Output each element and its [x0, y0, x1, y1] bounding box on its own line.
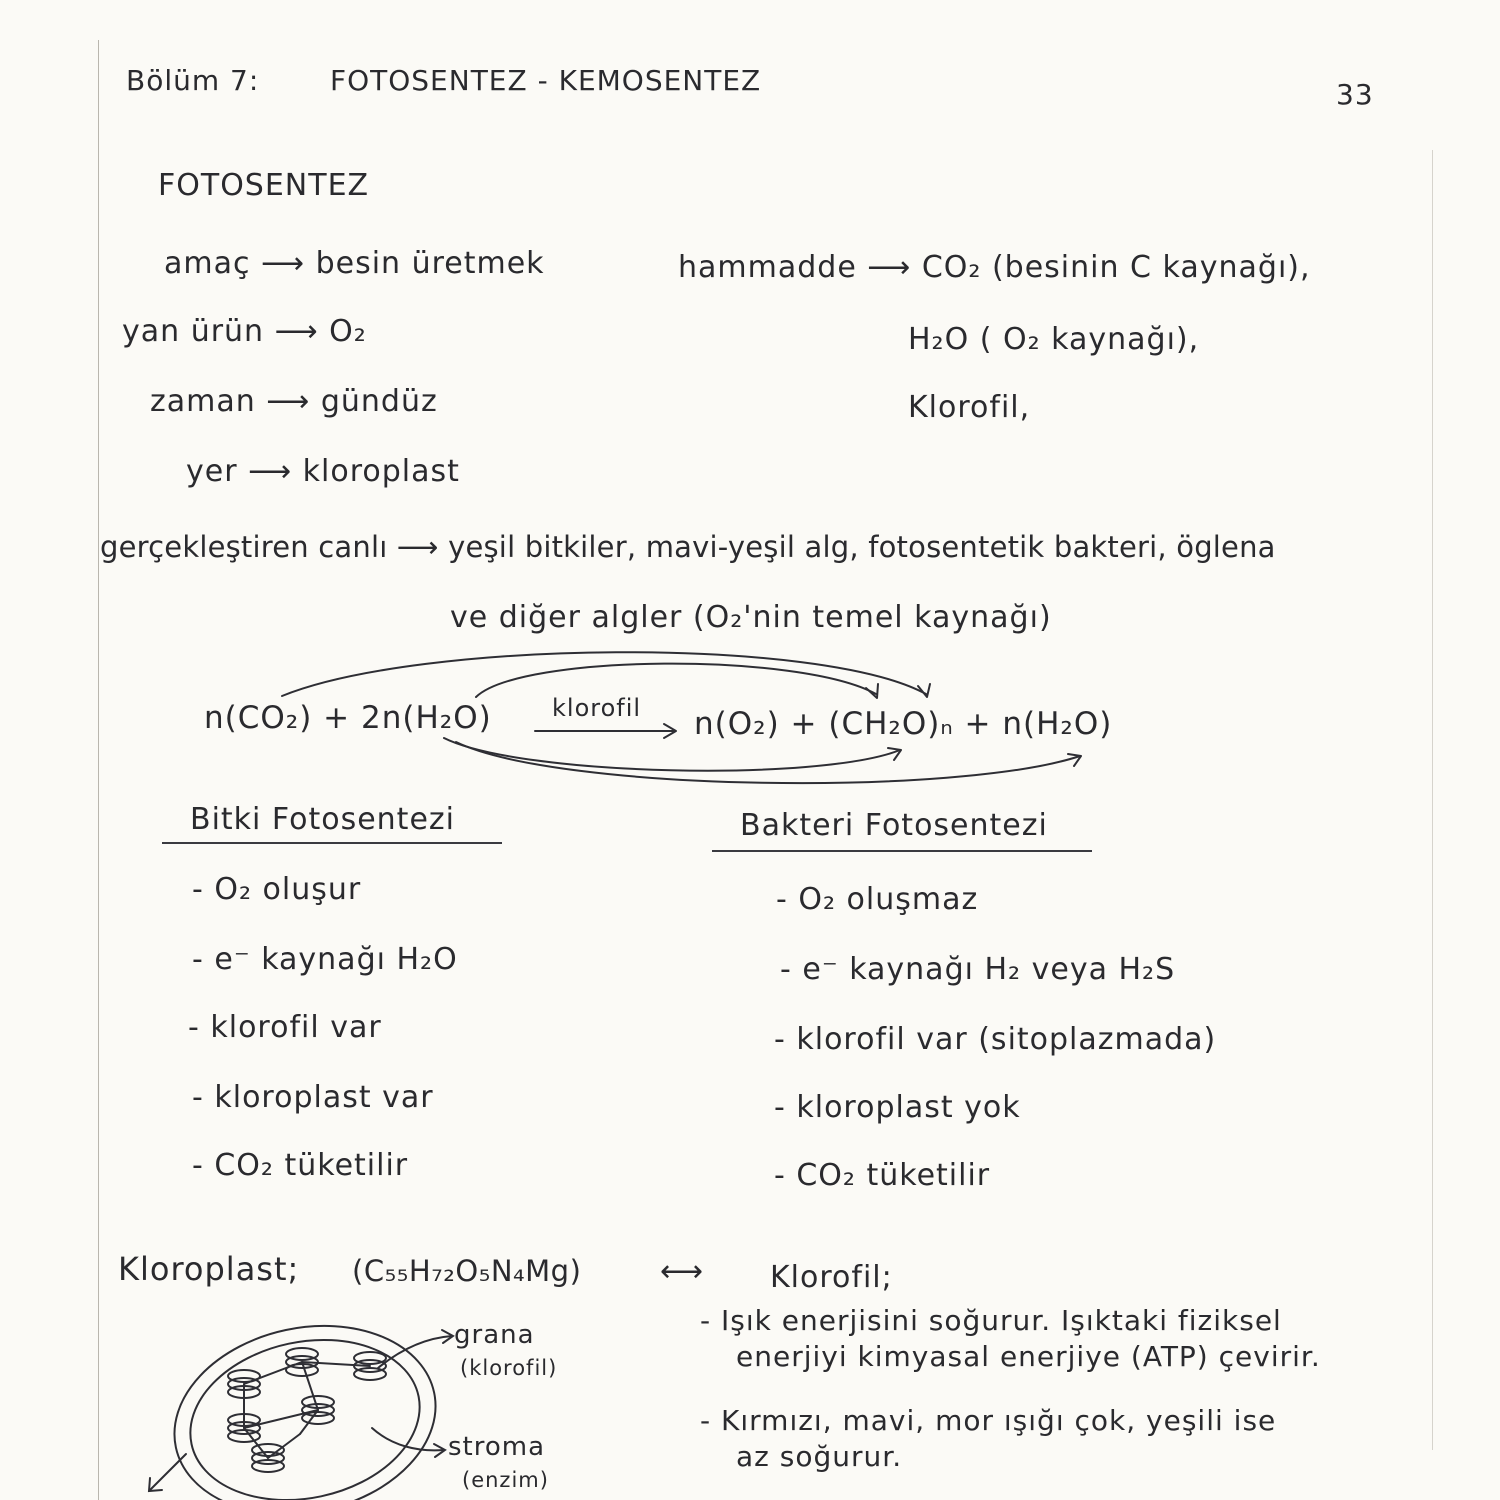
membrane-pointer [150, 1454, 186, 1490]
byproduct-line: yan ürün ⟶ O₂ [122, 314, 367, 349]
equation-right: n(O₂) + (CH₂O)ₙ + n(H₂O) [694, 706, 1113, 742]
chlorophyll-note: az soğurur. [736, 1440, 903, 1473]
chlorophyll-note: - Işık enerjisini soğurur. Işıktaki fiziksel [700, 1304, 1282, 1337]
raw-materials-water: H₂O ( O₂ kaynağı), [908, 322, 1200, 357]
plant-item: - klorofil var [188, 1010, 382, 1045]
bacteria-item: - CO₂ tüketilir [774, 1158, 991, 1193]
raw-materials-chlorophyll: Klorofil, [908, 390, 1031, 425]
chapter-label: Bölüm 7: [126, 64, 260, 97]
grana-label: grana [454, 1320, 535, 1350]
plant-item: - O₂ oluşur [192, 872, 362, 907]
chapter-title: FOTOSENTEZ - KEMOSENTEZ [330, 64, 762, 97]
plant-item: - e⁻ kaynağı H₂O [192, 942, 458, 977]
bacteria-item: - klorofil var (sitoplazmada) [774, 1022, 1217, 1057]
plant-item: - kloroplast var [192, 1080, 434, 1115]
plant-item: - CO₂ tüketilir [192, 1148, 409, 1183]
place-line: yer ⟶ kloroplast [186, 454, 460, 489]
page-number: 33 [1336, 78, 1374, 111]
organisms-line-2: ve diğer algler (O₂'nin temel kaynağı) [450, 600, 1052, 635]
bacteria-heading: Bakteri Fotosentezi [740, 808, 1048, 843]
equation-left: n(CO₂) + 2n(H₂O) [204, 700, 492, 736]
chlorophyll-note: enerjiyi kimyasal enerjiye (ATP) çevirir. [736, 1340, 1321, 1373]
raw-materials-line: hammadde ⟶ CO₂ (besinin C kaynağı), [678, 250, 1311, 285]
lamella [244, 1362, 370, 1384]
grana-sublabel: (klorofil) [460, 1356, 558, 1380]
stroma-label: stroma [448, 1432, 546, 1462]
chloroplast-inner-membrane [175, 1320, 434, 1500]
stroma-pointer [372, 1428, 444, 1450]
chlorophyll-note: - Kırmızı, mavi, mor ışığı çok, yeşili ise [700, 1404, 1277, 1437]
double-arrow: ⟷ [660, 1254, 705, 1289]
section-title: FOTOSENTEZ [158, 168, 370, 203]
bacteria-item: - kloroplast yok [774, 1090, 1021, 1125]
stroma-sublabel: (enzim) [462, 1468, 549, 1492]
organisms-line: gerçekleştiren canlı ⟶ yeşil bitkiler, mavi-yeşil alg, fotosentetik bakteri, öglena [100, 530, 1276, 564]
bacteria-item: - e⁻ kaynağı H₂ veya H₂S [780, 952, 1176, 987]
plant-heading: Bitki Fotosentezi [190, 802, 455, 837]
chlorophyll-formula: (C₅₅H₇₂O₅N₄Mg) [352, 1254, 582, 1288]
chloroplast-outer-membrane [157, 1303, 453, 1500]
time-line: zaman ⟶ gündüz [150, 384, 438, 419]
bacteria-item: - O₂ oluşmaz [776, 882, 979, 917]
aim-line: amaç ⟶ besin üretmek [164, 246, 545, 281]
equation-catalyst: klorofil [552, 694, 642, 722]
chlorophyll-label: Klorofil; [770, 1260, 893, 1295]
chloroplast-label: Kloroplast; [118, 1250, 300, 1288]
